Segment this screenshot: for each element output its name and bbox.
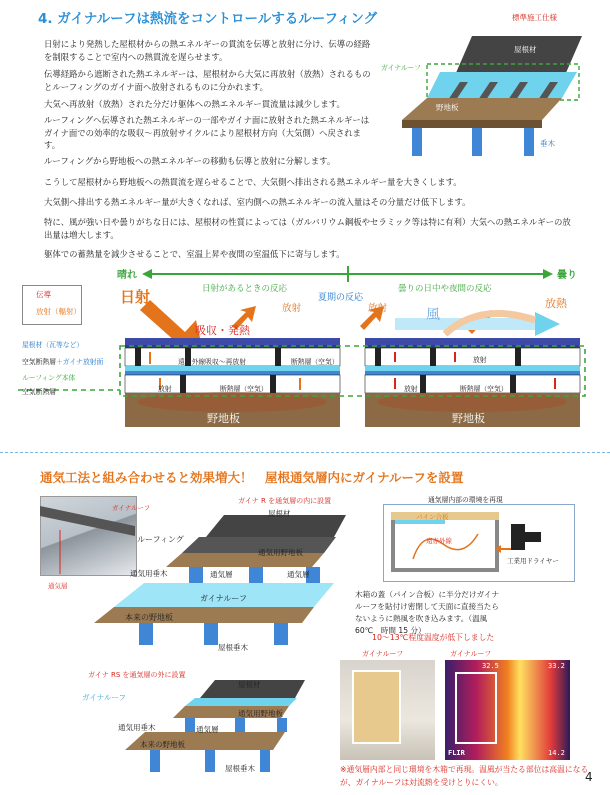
- exp-drawing: [383, 504, 573, 580]
- intro-paragraph-5: ルーフィングから野地板への熱エネルギーの移動も伝導と放射に分解します。: [44, 156, 336, 166]
- sunlight-label: 日射: [120, 288, 151, 306]
- spec-diagram: [372, 24, 602, 164]
- summer-label: 夏期の反応: [318, 293, 364, 303]
- radiation-bottom-2: 放射: [404, 385, 418, 393]
- intro-paragraph-4: ルーフィングへ伝導された熱エネルギーの一部やガイナ面に放射された熱エネルギーはガイナ面での効率的な吸収〜再放射サイクルにより屋根材方向（大気側）へ戻されます。: [44, 115, 370, 150]
- diagram-rs-caption: ガイナ RS を通気層の外に設置: [88, 671, 186, 679]
- exp-far-ir-label: 遠赤外線: [426, 537, 452, 545]
- rs-rafter-label: 屋根垂木: [225, 764, 255, 773]
- mechanism-diagram: [0, 262, 610, 447]
- photo2-label: ガイナルーフ: [450, 650, 492, 658]
- thermo-max: 33.2: [548, 662, 565, 670]
- thermal-gaina-box: [455, 672, 497, 744]
- photo-gaina-label: ガイナルーフ: [112, 504, 151, 512]
- radiation-right-top: 放射: [473, 356, 487, 364]
- thermo-min: 14.2: [548, 749, 565, 757]
- sunny-label: 晴れ: [117, 270, 137, 281]
- legend-box: [22, 285, 82, 325]
- bottom-note: ※通気層内部と同じ環境を木箱で再現。温風が当たる部位は高温になるが、ガイナルーフは対流熱を受けとりにくい。: [340, 765, 589, 787]
- layer-air-label: [22, 356, 103, 366]
- full-paragraph-3: 特に、風が強い日や曇りがちな日には、屋根材の性質によっては（ガルバリウム鋼板やセラミック等は特に有利）大気への熱エネルギーの放出量は増大します。: [44, 217, 571, 240]
- photo1-label: ガイナルーフ: [362, 650, 404, 658]
- full-paragraph-2: 大気側へ排出する熱エネルギー量が大きくなれば、室内側への熱エネルギーの流入量はその分量だけ低下します。: [44, 197, 471, 207]
- board-label-2: 野地板: [452, 412, 485, 425]
- section2-title: 通気工法と組み合わせると効果増大！ 屋根通気層内にガイナルーフを設置: [40, 470, 464, 485]
- insulation-air-2: 断熱層（空気）: [220, 385, 268, 393]
- rs-vent-board-label: 通気用野地板: [238, 709, 283, 718]
- spec-gaina-label: ガイナルーフ: [381, 64, 421, 72]
- r-vent-layer-2: 通気層: [287, 570, 310, 579]
- intro-paragraph-1: 日射により発熱した屋根材からの熱エネルギーの貫流を伝導と放射に分け、伝導の経路を制限することで室内への熱貫流を遅らせます。: [44, 39, 371, 62]
- thermo-reading: 32.5: [482, 662, 499, 670]
- spec-board-label: 野地板: [436, 103, 459, 112]
- cloudy-day-label: 曇りの日中や夜間の反応: [398, 284, 492, 294]
- full-paragraph-4: 躯体での蓄熱量を減少させることで、室温上昇や夜間の室温低下に寄与します。: [44, 249, 345, 259]
- layer-body-label: ルーフィング本体: [22, 374, 76, 382]
- heat-release-label: 放熱: [545, 297, 567, 310]
- absorb-label: 吸収・発熱: [195, 324, 250, 337]
- radiation-label-1: 放射: [282, 303, 302, 314]
- sunny-day-label: 日射があるときの反応: [202, 284, 288, 294]
- r-rafter-label: 屋根垂木: [218, 643, 248, 652]
- radiation-label-2: 放射: [368, 303, 388, 314]
- board-label-1: 野地板: [207, 412, 240, 425]
- rs-vent-layer-label: 通気層: [196, 725, 219, 734]
- radiation-bottom-1: 放射: [158, 385, 172, 393]
- intro-paragraph-3: 大気へ再放射（放熱）された分だけ躯体への熱エネルギー貫流量は減少します。: [44, 99, 345, 109]
- rs-roof-label: 屋根材: [238, 680, 261, 689]
- diagram-r: [74, 505, 354, 655]
- spec-caption: 標準施工仕様: [512, 13, 557, 22]
- rs-vent-rafter-label: 通気用垂木: [118, 723, 156, 732]
- spec-roof-label: 屋根材: [514, 45, 537, 54]
- full-paragraph-1: こうして屋根材から野地板への熱貫流を遅らせることで、大気側へ排出される熱エネルギー量を大きくします。: [44, 177, 462, 187]
- spec-rafter-label: 垂木: [540, 139, 555, 148]
- exp-pine-label: パイン合板: [416, 513, 449, 521]
- legend-radiation: 放射（輻射）: [36, 307, 81, 316]
- exp-note: 木箱の蓋（パイン合板）に半分だけガイナルーフを貼付け密閉して天面に直接当たらないように熱風を吹き込みます。（温風 60℃ 時間 15 分）: [355, 590, 500, 635]
- cloudy-label: 曇り: [557, 270, 577, 281]
- r-board-label: 本来の野地板: [125, 613, 173, 622]
- photo-wood-panel: [352, 670, 401, 744]
- insulation-air-label: 断熱層（空気）: [291, 358, 339, 366]
- layer-gaina-text: ＋ガイナ放射面: [55, 358, 104, 366]
- r-gaina-label: ガイナルーフ: [200, 594, 247, 603]
- exp-dryer-label: 工業用ドライヤー: [507, 557, 559, 565]
- photo-vent-label: 通気層: [48, 582, 68, 590]
- r-roofing-label: ルーフィング: [137, 535, 184, 544]
- page-number: 4: [585, 770, 593, 784]
- far-ir-label: 遠赤外線吸収〜再放射: [178, 358, 246, 366]
- section-divider: [0, 452, 610, 453]
- layer-air2-label: 空気断熱層: [22, 388, 56, 396]
- rs-board-label: 本来の野地板: [140, 740, 185, 749]
- insulation-air-3: 断熱層（空気）: [460, 385, 508, 393]
- exp-result: 10〜13℃程度温度が低下しました: [372, 633, 495, 642]
- diagram-r-caption: ガイナ R を通気層の内に設置: [238, 497, 332, 505]
- r-vent-layer-1: 通気層: [210, 570, 233, 579]
- layer-roof-label: 屋根材（瓦等など）: [22, 341, 84, 349]
- r-roof-label: 屋根材: [268, 509, 291, 518]
- legend-conduction: 伝導: [36, 290, 51, 299]
- r-vent-rafter-label: 通気用垂木: [130, 569, 168, 578]
- intro-paragraph-2: 伝導経路から遮断された熱エネルギーは、屋根材から大気に再放射（放熱）されるものとルーフィングのガイナ面へ放射されるものに分かれます。: [44, 69, 371, 92]
- exp-caption: 通気層内部の環境を再現: [428, 496, 503, 504]
- r-vent-board-label: 通気用野地板: [258, 548, 303, 557]
- rs-gaina-label: ガイナルーフ: [82, 693, 127, 702]
- wind-label: 風: [426, 307, 440, 323]
- thermo-brand: FLIR: [448, 749, 465, 757]
- layer-air-text: 空気断熱層: [22, 358, 56, 366]
- page-title: 4. ガイナルーフは熱流をコントロールするルーフィング: [38, 11, 378, 27]
